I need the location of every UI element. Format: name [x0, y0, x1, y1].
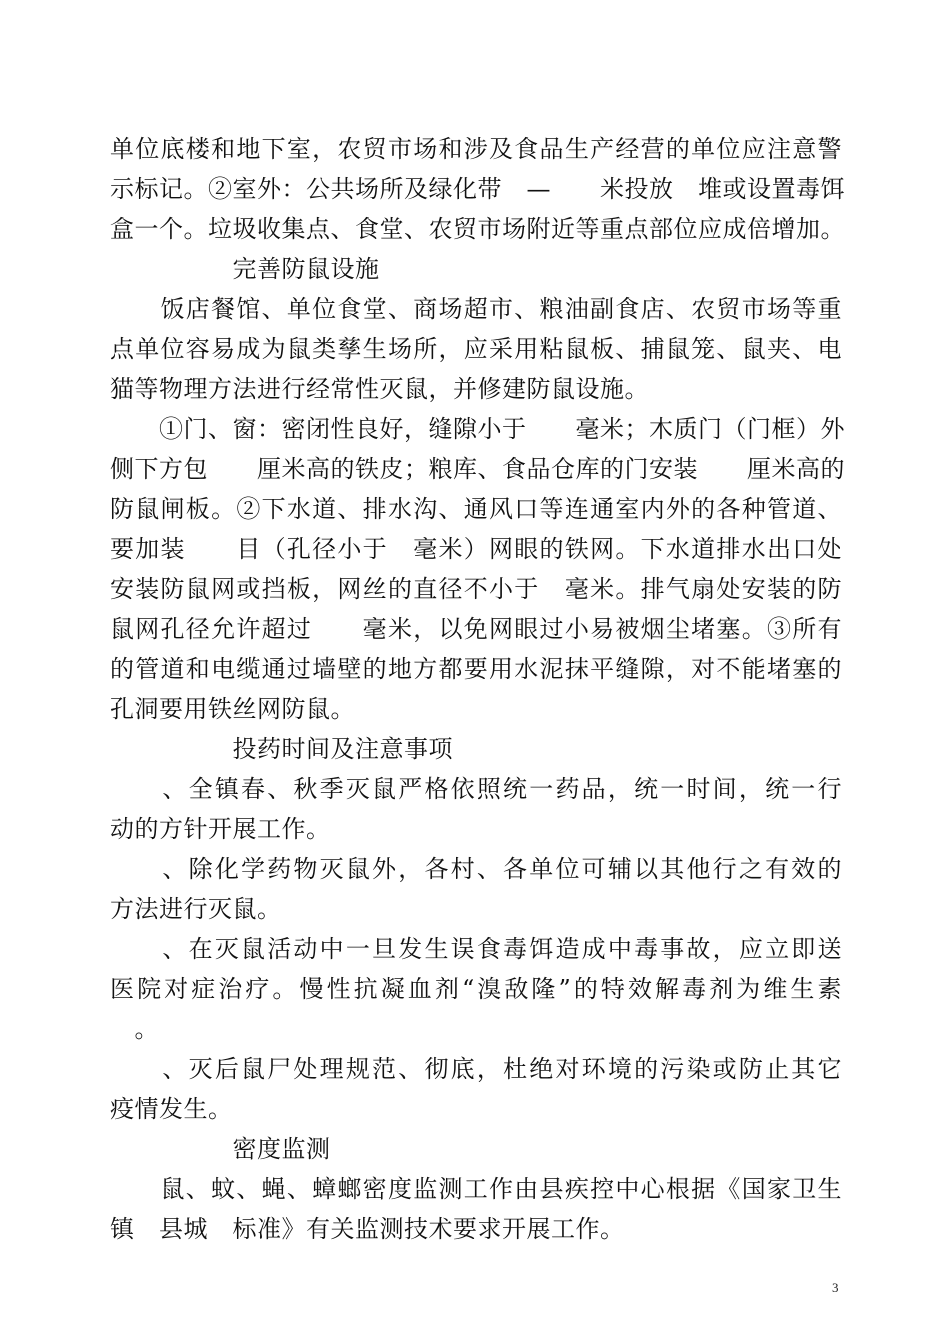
body-text-line: 猫等物理方法进行经常性灭鼠，并修建防鼠设施。 — [110, 375, 649, 403]
body-text-line: 盒一个。垃圾收集点、食堂、农贸市场附近等重点部位应成倍增加。 — [110, 215, 845, 243]
body-text-line: 孔洞要用铁丝网防鼠。 — [110, 695, 355, 723]
body-text-line: 侧下方包 厘米高的铁皮；粮库、食品仓库的门安装 厘米高的 — [110, 455, 845, 483]
body-text-line: 鼠、蚊、蝇、蟑螂密度监测工作由县疾控中心根据《国家卫生 — [110, 1175, 842, 1203]
body-text-line: 要加装 目（孔径小于 毫米）网眼的铁网。下水道排水出口处 — [110, 535, 842, 563]
body-text-line: 方法进行灭鼠。 — [110, 895, 282, 923]
page-number: 3 — [832, 1280, 839, 1295]
section-heading: 完善防鼠设施 — [110, 255, 380, 283]
body-text-line: 、在灭鼠活动中一旦发生误食毒饵造成中毒事故，应立即送 — [110, 935, 842, 963]
body-text-line: 动的方针开展工作。 — [110, 815, 331, 843]
section-heading: 投药时间及注意事项 — [110, 735, 453, 763]
body-text-line: 、除化学药物灭鼠外，各村、各单位可辅以其他行之有效的 — [110, 855, 842, 883]
body-text-line: 安装防鼠网或挡板，网丝的直径不小于 毫米。排气扇处安装的防 — [110, 575, 842, 603]
body-text-line: 饭店餐馆、单位食堂、商场超市、粮油副食店、农贸市场等重 — [110, 295, 842, 323]
body-text-line: 镇 县城 标准》有关监测技术要求开展工作。 — [110, 1215, 625, 1243]
body-text-line: 防鼠闸板。②下水道、排水沟、通风口等连通室内外的各种管道、 — [110, 495, 842, 523]
body-text-line: 医院对症治疗。慢性抗凝血剂“溴敌隆”的特效解毒剂为维生素 — [110, 975, 842, 1003]
body-text-line: 、灭后鼠尸处理规范、彻底，杜绝对环境的污染或防止其它 — [110, 1055, 842, 1083]
body-text-line: 。 — [110, 1015, 159, 1043]
body-text-line: 的管道和电缆通过墙壁的地方都要用水泥抹平缝隙，对不能堵塞的 — [110, 655, 842, 683]
body-text-line: ①门、窗：密闭性良好，缝隙小于 毫米；木质门（门框）外 — [110, 415, 845, 443]
section-heading: 密度监测 — [110, 1135, 331, 1163]
body-text-line: 示标记。②室外：公共场所及绿化带 — 米投放 堆或设置毒饵 — [110, 175, 845, 203]
body-text-line: 、全镇春、秋季灭鼠严格依照统一药品，统一时间，统一行 — [110, 775, 842, 803]
body-text-line: 单位底楼和地下室，农贸市场和涉及食品生产经营的单位应注意警 — [110, 135, 842, 163]
body-text-line: 点单位容易成为鼠类孳生场所，应采用粘鼠板、捕鼠笼、鼠夹、电 — [110, 335, 842, 363]
body-text-line: 鼠网孔径允许超过 毫米，以免网眼过小易被烟尘堵塞。③所有 — [110, 615, 842, 643]
body-text-line: 疫情发生。 — [110, 1095, 233, 1123]
